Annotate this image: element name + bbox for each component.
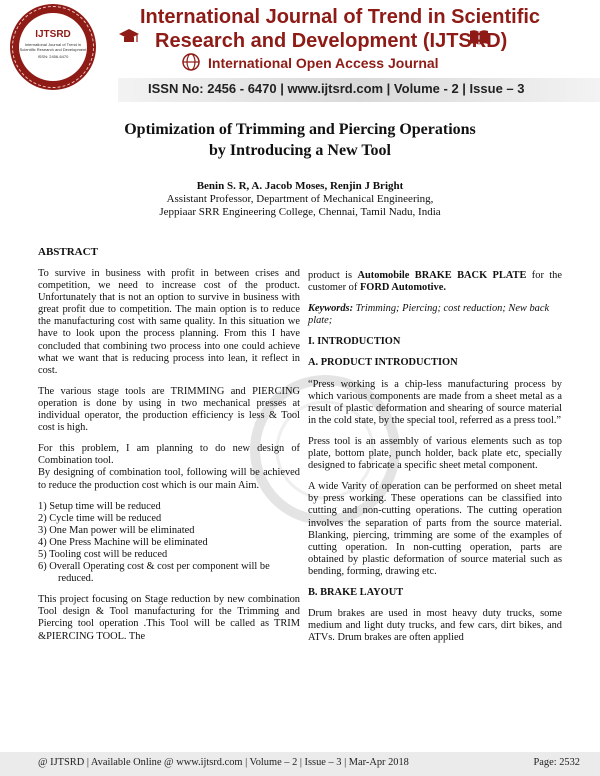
journal-logo xyxy=(10,4,96,90)
issn-line: ISSN No: 2456 - 6470 | www.ijtsrd.com | Volume - 2 | Issue – 3 xyxy=(148,81,525,96)
abstract-heading: ABSTRACT xyxy=(38,246,98,258)
intro-paragraph-2: Press tool is an assembly of various elements such as top plate, bottom plate, punch holder, back plate etc, specially designed to fabricate a specific sheet metal component. xyxy=(308,435,562,472)
cont-bold-customer: FORD Automotive. xyxy=(359,282,446,294)
keywords-label: Keywords: xyxy=(308,303,354,315)
list-item: 4) One Press Machine will be eliminated xyxy=(38,536,208,548)
footer-citation: @ IJTSRD | Available Online @ www.ijtsrd.com | Volume – 2 | Issue – 3 | Mar-Apr 2018 xyxy=(38,757,409,768)
list-item: 1) Setup time will be reduced xyxy=(38,500,161,512)
paper-title-line1: Optimization of Trimming and Piercing Operations xyxy=(124,121,476,138)
list-item: 2) Cycle time will be reduced xyxy=(38,512,162,524)
journal-open-access: International Open Access Journal xyxy=(208,55,439,71)
cont-text: product is xyxy=(308,270,358,281)
keywords-text: Trimming; Piercing; cost reduction; New back plate; xyxy=(308,303,550,327)
logo-title: IJTSRD xyxy=(35,29,71,40)
journal-header xyxy=(0,0,600,108)
section-introduction: I. INTRODUCTION xyxy=(308,336,401,348)
subsection-product-introduction: A. PRODUCT INTRODUCTION xyxy=(308,357,458,369)
logo-issn: ISSN: 2456-6470 xyxy=(37,54,69,59)
right-column xyxy=(308,270,562,653)
journal-name-line2: Research and Development (IJTSRD) xyxy=(155,30,508,52)
logo-inner xyxy=(19,13,87,81)
mortarboard-icon xyxy=(118,26,140,48)
subsection-brake-layout: B. BRAKE LAYOUT xyxy=(308,586,404,598)
paper-title-line2: by Introducing a New Tool xyxy=(209,142,391,159)
brake-paragraph-1: Drum brakes are used in most heavy duty trucks, some medium and light duty trucks, and few cars, dirt bikes, and ATVs. Drum brakes are often applied xyxy=(308,608,562,644)
left-column xyxy=(38,268,300,652)
list-item: 3) One Man power will be eliminated xyxy=(38,524,195,536)
abstract-paragraph-5: This project focusing on Stage reduction by new combination Tool design & Tool manufacturing for the Trimming and Piercing tool operation .This Tool will be called as TRIM &PIERCING TOOL. The xyxy=(38,594,300,642)
intro-paragraph-3: A wide Varity of operation can be performed on sheet metal by press working. These operations can be classified into cutting and non-cutting operations. The cutting operation involves the separation of parts from the source material. Blanking, piercing, trimming are some of the examples of cutting operation. In non-cutting operation, parts are obtained by plastic deformation of source material such as bending, forming, drawing etc. xyxy=(308,481,562,577)
intro-paragraph-1: “Press working is a chip-less manufacturing process by which various components are made from a sheet metal as a result of plastic deformation and shearing of source material in the cold state, by the special tool, referred as a press tool.” xyxy=(308,378,562,426)
authors: Benin S. R, A. Jacob Moses, Renjin J Bright xyxy=(196,180,404,192)
list-item: 5) Tooling cost will be reduced xyxy=(38,548,168,560)
keywords xyxy=(308,303,562,327)
continuation-paragraph xyxy=(308,270,562,294)
affiliation-line1: Assistant Professor, Department of Mechanical Engineering, xyxy=(166,193,434,205)
cont-text-mid: for the customer of xyxy=(308,270,562,294)
page-number: Page: 2532 xyxy=(533,757,580,768)
affiliation-line2: Jeppiaar SRR Engineering College, Chennai, Tamil Nadu, India xyxy=(159,206,441,218)
abstract-paragraph-2: The various stage tools are TRIMMING and PIERCING operation is done by using in two mechanical presses at individual operator, the production efficiency is less & Tool cost is high. xyxy=(38,385,300,434)
journal-name-line1: International Journal of Trend in Scientific xyxy=(140,6,541,28)
abstract-paragraph-1: To survive in business with profit in between crises and competition, we need to increase cost of the product. Unfortunately that is not an option to survive in business with great profit due to competition. The main option is to reduce the manufacturing cost with same quality. In this situation we have to look upon the process planning. From this I have concluded that combining two process into one could achieve what we want that is reducing process into lean, it reflect in cost. xyxy=(38,268,300,376)
benefits-list xyxy=(38,501,300,586)
list-item: 6) Overall Operating cost & cost per component will be reduced. xyxy=(38,561,270,585)
logo-subtitle: International Journal of Trend in Scientific Research and Development xyxy=(19,42,87,52)
cont-bold-product: Automobile BRAKE BACK PLATE xyxy=(357,270,527,281)
globe-icon xyxy=(181,52,201,72)
abstract-paragraph-4: By designing of combination tool, following will be achieved to reduce the production cost which is our main Aim. xyxy=(38,467,300,491)
abstract-paragraph-3: For this problem, I am planning to do new design of Combination tool. xyxy=(38,443,300,467)
